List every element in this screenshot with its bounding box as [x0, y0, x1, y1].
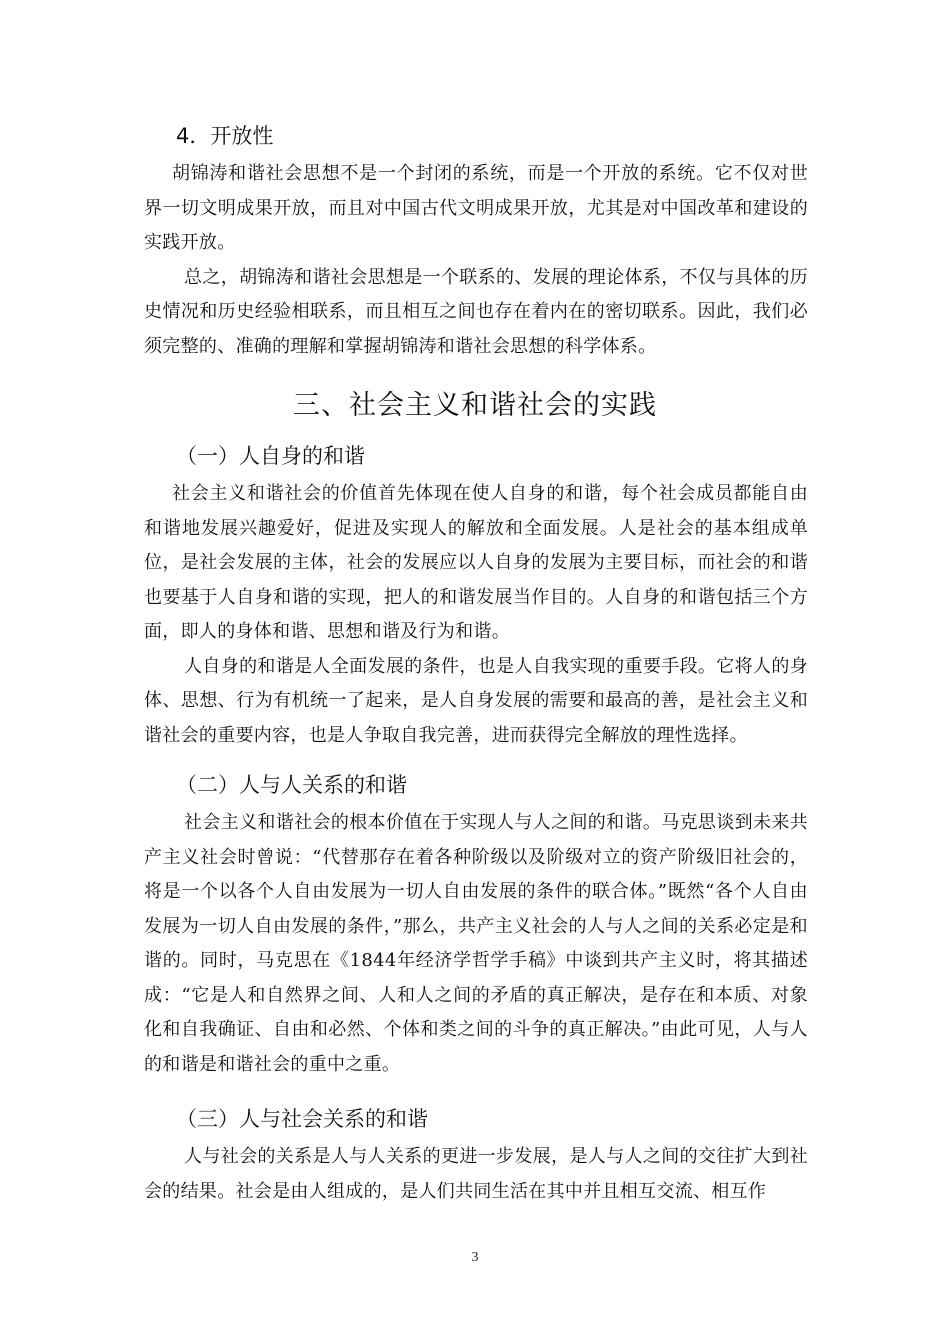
section-openness-body: [144, 157, 808, 364]
chapter-title: 三、社会主义和谐社会的实践: [293, 390, 657, 421]
subsection-heading-2: （二）人与人关系的和谐: [176, 773, 407, 797]
paragraph-openness: 胡锦涛和谐社会思想不是一个封闭的系统，而是一个开放的系统。它不仅对世界一切文明成果开放，而且对中国古代文明成果开放，尤其是对中国改革和建设的实践开放。: [144, 163, 808, 253]
paragraph-society-harmony: 人与社会的关系是人与人关系的更进一步发展，是人与人之间的交往扩大到社会的结果。社会是由人组成的，是人们共同生活在其中并且相互交流、相互作: [144, 1146, 808, 1202]
subsection-heading-3: （三）人与社会关系的和谐: [176, 1107, 428, 1131]
subsection-2-body: [144, 806, 808, 1082]
subsection-heading-1: （一）人自身的和谐: [176, 444, 365, 468]
paragraph-interpersonal-harmony: 社会主义和谐社会的根本价值在于实现人与人之间的和谐。马克思谈到未来共产主义社会时曾说：“代替那存在着各种阶级以及阶级对立的资产阶级旧社会的，将是一个以各个人自由发展为一切人自由发展的条件的联合体。”既然“各个人自由发展为一切人自由发展的条件，”那么，共产主义社会的人与人之间的关系必定是和谐的。同时，马克思在《1844年经济学哲学手稿》中谈到共产主义时，将其描述成：“它是人和自然界之间、人和人之间的矛盾的真正解决，是存在和本质、对象化和自我确证、自由和必然、个体和类之间的斗争的真正解决。”由此可见，人与人的和谐是和谐社会的重中之重。: [144, 812, 808, 1075]
paragraph-self-harmony-1: 社会主义和谐社会的价值首先体现在使人自身的和谐，每个社会成员都能自由和谐地发展兴趣爱好，促进及实现人的解放和全面发展。人是社会的基本组成单位，是社会发展的主体，社会的发展应以人自身的发展为主要目标，而社会的和谐也要基于人自身和谐的实现，把人的和谐发展当作目的。人自身的和谐包括三个方面，即人的身体和谐、思想和谐及行为和谐。: [144, 483, 808, 642]
subsection-1-body: [144, 477, 808, 753]
page-number: 3: [471, 1250, 479, 1265]
subsection-3-body: [144, 1140, 808, 1209]
paragraph-summary: 总之，胡锦涛和谐社会思想是一个联系的、发展的理论体系，不仅与具体的历史情况和历史经验相联系，而且相互之间也存在着内在的密切联系。因此，我们必须完整的、准确的理解和掌握胡锦涛和谐社会思想的科学体系。: [144, 266, 808, 357]
paragraph-self-harmony-2: 人自身的和谐是人全面发展的条件，也是人自我实现的重要手段。它将人的身体、思想、行为有机统一了起来，是人自身发展的需要和最高的善，是社会主义和谐社会的重要内容，也是人争取自我完善，进而获得完全解放的理性选择。: [144, 655, 808, 746]
section-heading-openness: 4．开放性: [176, 124, 274, 148]
